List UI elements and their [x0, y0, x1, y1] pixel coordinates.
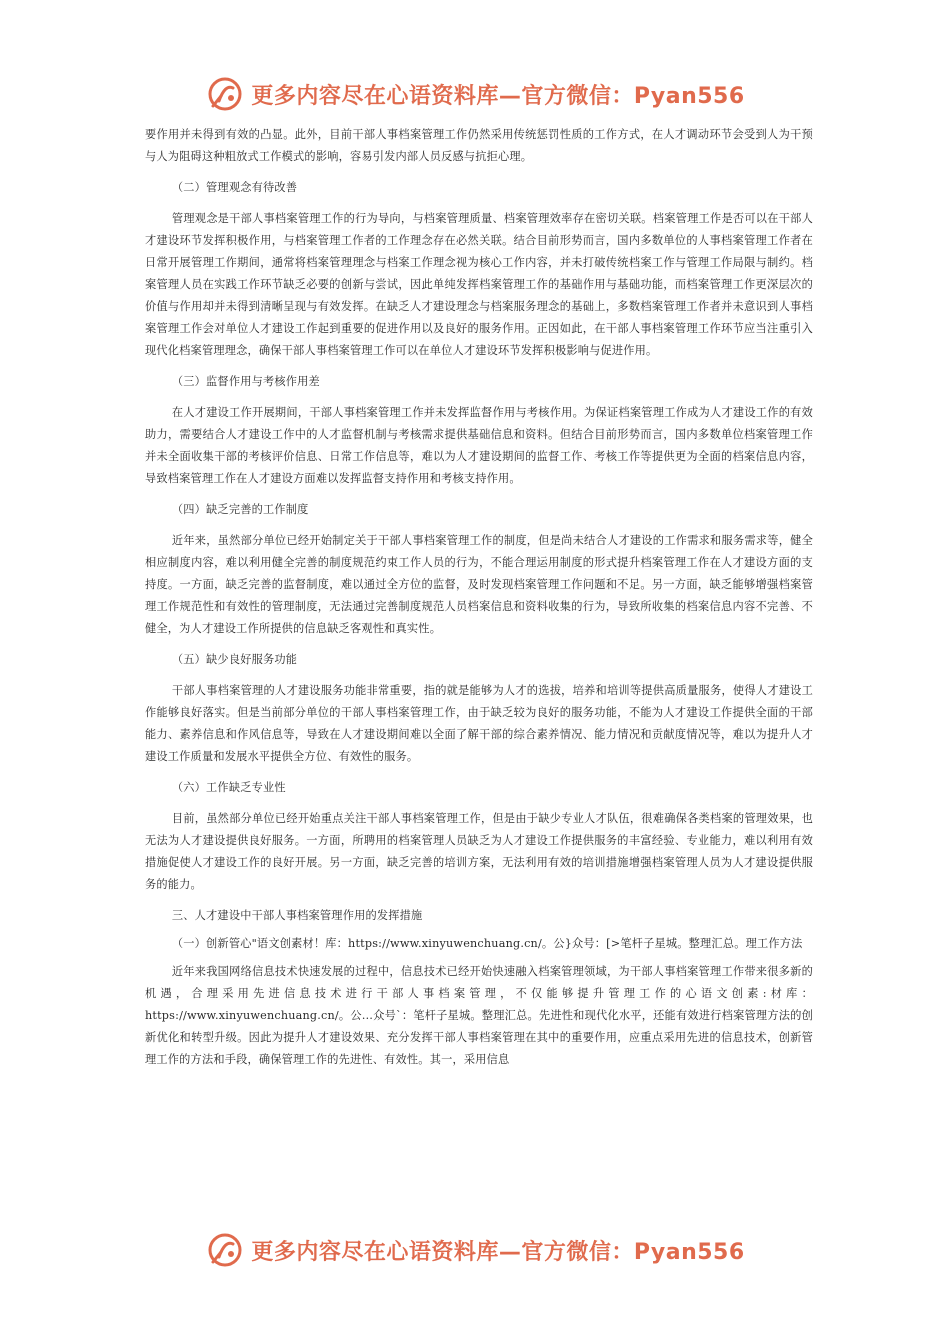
section-heading: （一）创新管心"语文创素材！库：https://www.xinyuwenchuang.cn/。公}众号：[>笔杆子星城。整理汇总。理工作方法 [171, 937, 803, 950]
document-body [145, 124, 813, 1071]
banner-label: 更多内容尽在心语资料库—官方微信： [251, 1239, 634, 1265]
banner-label: 更多内容尽在心语资料库—官方微信： [251, 83, 634, 109]
logo-icon [205, 74, 245, 114]
paragraph: 干部人事档案管理的人才建设服务功能非常重要，指的就是能够为人才的选拔，培养和培训等提供高质量服务，使得人才建设工作能够良好落实。但是当前部分单位的干部人事档案管理工作，由于缺乏较为良好的服务功能，不能为人才建设工作提供全面的干部能力、素养信息和作风信息等，导致在人才建设期间难以全面了解干部的综合素养情况、能力情况和贡献度情况等，难以为提升人才建设工作质量和发展水平提供全方位、有效性的服务。 [145, 684, 813, 763]
section-heading: （四）缺乏完善的工作制度 [171, 503, 309, 516]
section-heading: （二）管理观念有待改善 [171, 181, 298, 194]
paragraph: 要作用并未得到有效的凸显。此外，目前干部人事档案管理工作仍然采用传统惩罚性质的工作方式，在人才调动环节会受到人为干预与人为阻碍这种粗放式工作模式的影响，容易引发内部人员反感与抗拒心理。 [145, 128, 813, 163]
header-banner [0, 70, 950, 118]
section-heading: （五）缺少良好服务功能 [171, 653, 298, 666]
banner-text [251, 79, 744, 110]
paragraph: 近年来，虽然部分单位已经开始制定关于干部人事档案管理工作的制度，但是尚未结合人才建设的工作需求和服务需求等，健全相应制度内容，难以利用健全完善的制度规范约束工作人员的行为，不能合理运用制度的形式提升档案管理工作在人才建设方面的支持度。一方面，缺乏完善的监督制度，难以通过全方位的监督，及时发现档案管理工作问题和不足。另一方面，缺乏能够增强档案管理工作规范性和有效性的管理制度，无法通过完善制度规范人员档案信息和资料收集的行为，导致所收集的档案信息内容不完善、不健全，为人才建设工作所提供的信息缺乏客观性和真实性。 [145, 534, 813, 635]
section-heading: （三）监督作用与考核作用差 [171, 375, 320, 388]
paragraph: 在人才建设工作开展期间，干部人事档案管理工作并未发挥监督作用与考核作用。为保证档案管理工作成为人才建设工作的有效助力，需要结合人才建设工作中的人才监督机制与考核需求提供基础信息和资料。但结合目前形势而言，国内多数单位档案管理工作并未全面收集干部的考核评价信息、日常工作信息等，难以为人才建设期间的监督工作、考核工作等提供更为全面的档案信息内容，导致档案管理工作在人才建设方面难以发挥监督支持作用和考核支持作用。 [145, 406, 813, 485]
wechat-id: Pyan556 [633, 1239, 745, 1265]
logo-icon [205, 1230, 245, 1270]
paragraph: 管理观念是干部人事档案管理工作的行为导向，与档案管理质量、档案管理效率存在密切关联。档案管理工作是否可以在干部人才建设环节发挥积极作用，与档案管理工作者的工作理念存在必然关联。结合目前形势而言，国内多数单位的人事档案管理工作者在日常开展管理工作期间，通常将档案管理理念与档案工作理念视为核心工作内容，并未打破传统档案工作与管理工作局限与制约。档案管理人员在实践工作环节缺乏必要的创新与尝试，因此单纯发挥档案管理工作的基础作用与基础功能，而档案管理工作更深层次的价值与作用却并未得到清晰呈现与有效发挥。在缺乏人才建设理念与档案服务理念的基础上，多数档案管理工作者并未意识到人事档案管理工作会对单位人才建设工作起到重要的促进作用以及良好的服务作用。正因如此，在干部人事档案管理工作环节应当注重引入现代化档案管理理念，确保干部人事档案管理工作可以在单位人才建设环节发挥积极影响与促进作用。 [145, 212, 813, 357]
footer-banner [0, 1226, 950, 1274]
wechat-id: Pyan556 [633, 83, 745, 109]
section-heading: （六）工作缺乏专业性 [171, 781, 286, 794]
banner-text [251, 1235, 744, 1266]
chapter-heading: 三、人才建设中干部人事档案管理作用的发挥措施 [171, 909, 423, 922]
paragraph: 目前，虽然部分单位已经开始重点关注干部人事档案管理工作，但是由于缺少专业人才队伍，很难确保各类档案的管理效果，也无法为人才建设提供良好服务。一方面，所聘用的档案管理人员缺乏为人才建设工作提供服务的丰富经验、专业能力，难以利用有效措施促使人才建设工作的良好开展。另一方面，缺乏完善的培训方案，无法利用有效的培训措施增强档案管理人员为人才建设提供服务的能力。 [145, 812, 813, 891]
paragraph: 近年来我国网络信息技术快速发展的过程中，信息技术已经开始快速融入档案管理领域，为干部人事档案管理工作带来很多新的机遇，合理采用先进信息技术进行干部人事档案管理，不仅能够提升管理工作的心语文创素:材库：https://www.xinyuwenchuang.cn/。公…众号`：笔杆子星城。整理汇总。先进性和现代化水平，还能有效进行档案管理方法的创新优化和转型升级。因此为提升人才建设效果、充分发挥干部人事档案管理在其中的重要作用，应重点采用先进的信息技术，创新管理工作的方法和手段，确保管理工作的先进性、有效性。其一，采用信息 [145, 965, 813, 1066]
